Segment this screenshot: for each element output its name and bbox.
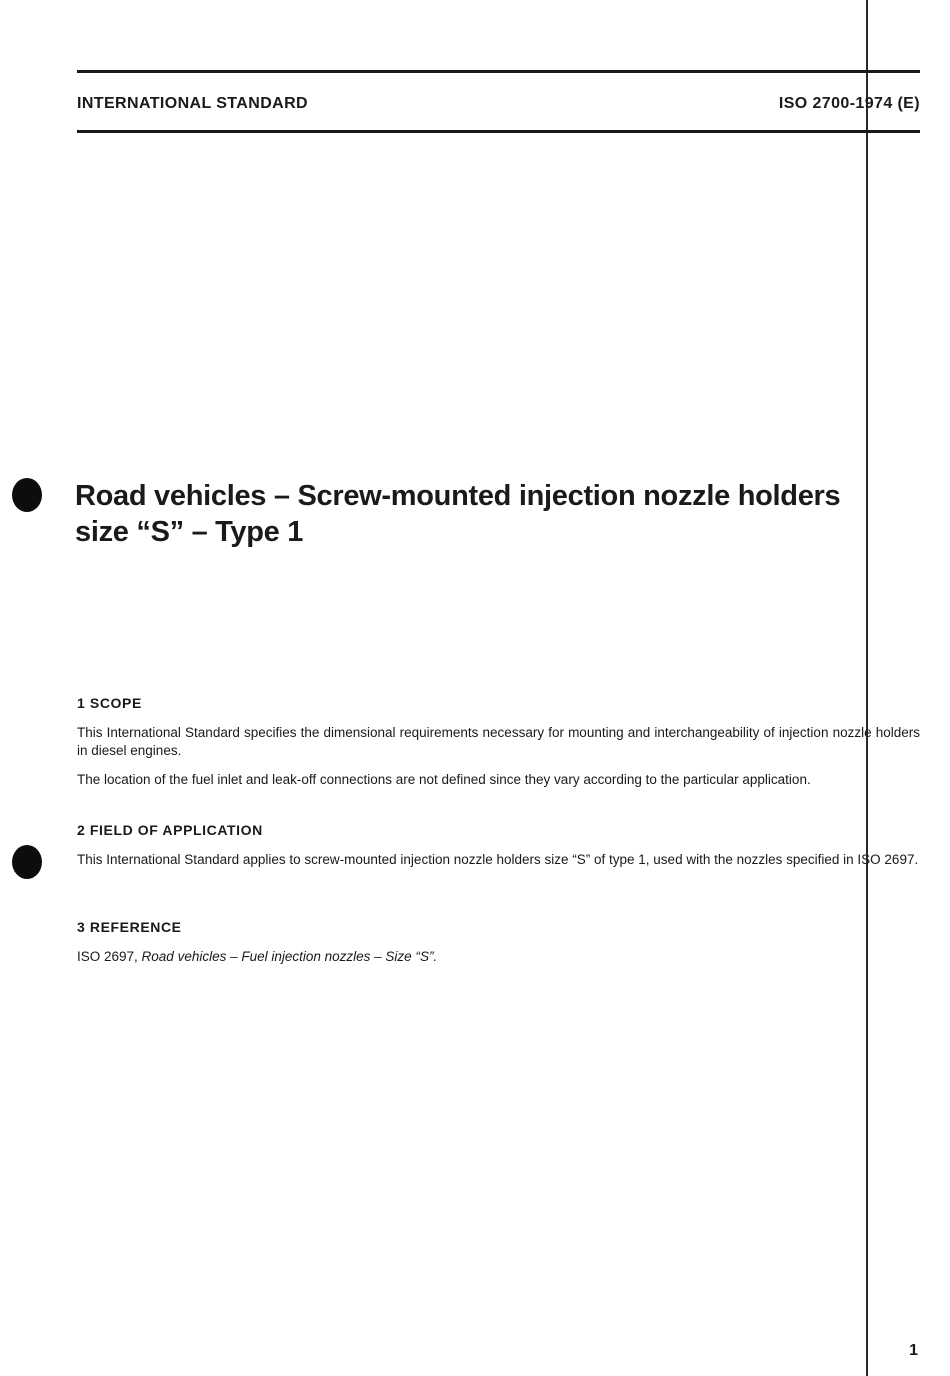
title-line-2: size “S” – Type 1 [75, 516, 304, 548]
reference-entry [77, 948, 920, 966]
document-title [75, 478, 865, 550]
margin-change-bar [866, 0, 868, 1376]
section-scope [77, 694, 920, 800]
reference-prefix: ISO 2697, [77, 949, 142, 964]
header-standard-label: INTERNATIONAL STANDARD [77, 95, 309, 112]
section-reference [77, 918, 920, 977]
section-heading: 1 SCOPE [77, 695, 142, 711]
section-field-of-application [77, 821, 920, 880]
header-top-rule [77, 70, 920, 73]
title-line-1: Road vehicles – Screw-mounted injection nozzle holders [75, 480, 841, 512]
section-paragraph: The location of the fuel inlet and leak-off connections are not defined since they vary according to the particular application. [77, 772, 811, 787]
reference-title: Road vehicles – Fuel injection nozzles – Size “S”. [141, 949, 438, 964]
section-heading: 2 FIELD OF APPLICATION [77, 822, 263, 838]
punch-hole-mark [12, 478, 42, 512]
punch-hole-mark [12, 845, 42, 879]
page-number: 1 [909, 1342, 918, 1359]
section-heading: 3 REFERENCE [77, 919, 182, 935]
header-bottom-rule [77, 130, 920, 133]
header-document-number: ISO 2700-1974 (E) [778, 95, 920, 112]
section-paragraph: This International Standard applies to screw-mounted injection nozzle holders size “S” of type 1, used with the nozzles specified in ISO 2697. [77, 852, 919, 867]
section-paragraph: This International Standard specifies the dimensional requirements necessary for mounting and interchangeability of injection nozzle holders in diesel engines. [77, 725, 920, 758]
